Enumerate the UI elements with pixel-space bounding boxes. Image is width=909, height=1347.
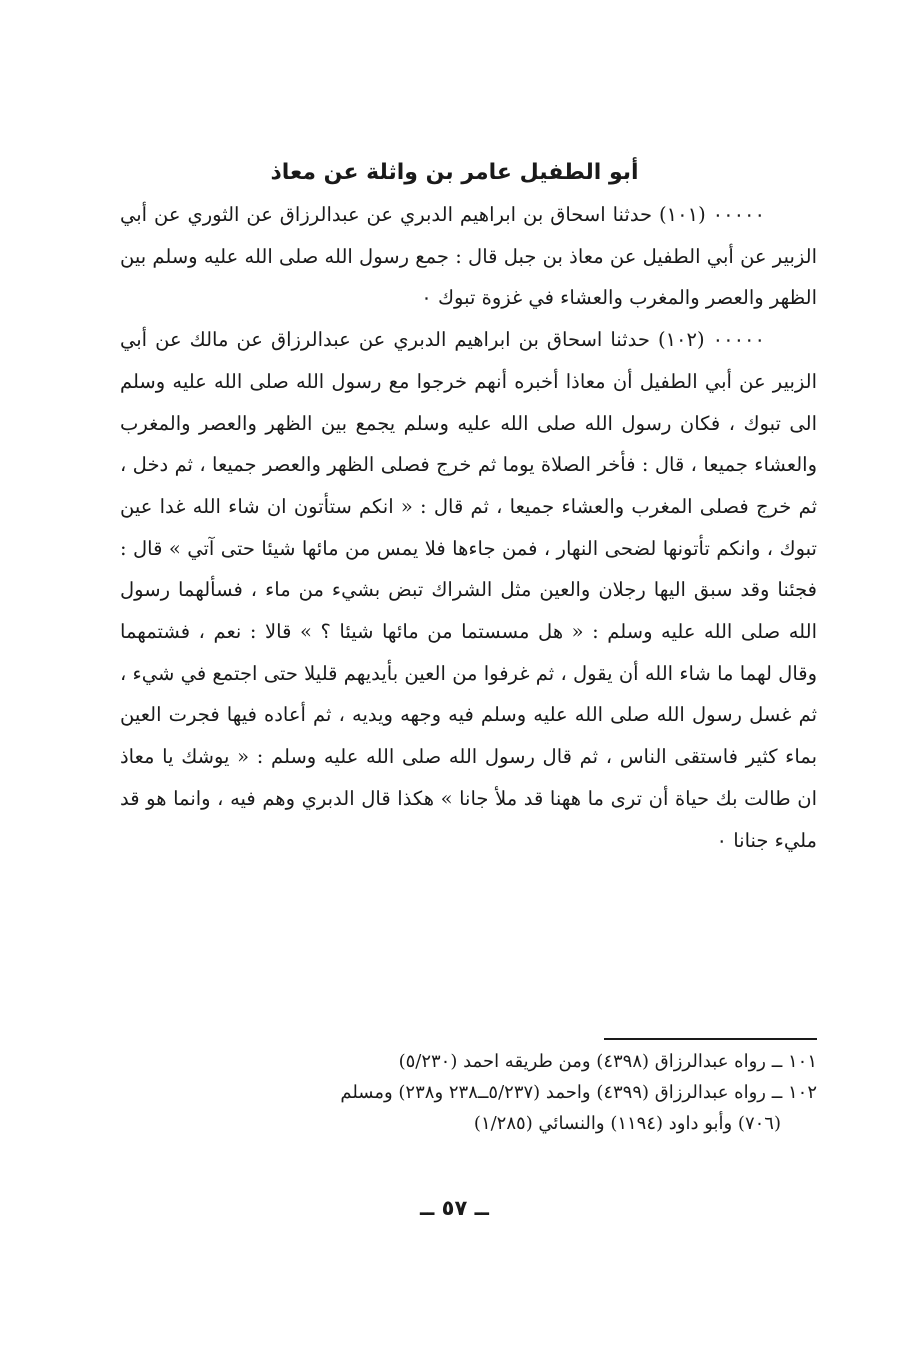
footnote-101: ١٠١ ــ رواه عبدالرزاق (٤٣٩٨) ومن طريقه احمد (٥/٢٣٠) [398,1051,817,1072]
hadith-102-paragraph: ٠٠٠٠٠ (١٠٢) حدثنا اسحاق بن ابراهيم الدبري عن عبدالرزاق عن مالك عن أبي الزبير عن أبي الطفيل أن معاذا أخبره أنهم خرجوا مع رسول الله صلى الله عليه وسلم الى تبوك ، فكان رسول الله صلى الله عليه وسلم يجمع بين الظهر والعصر والمغرب والعشاء جميعا ، قال : فأخر الصلاة يوما ثم خرج فصلى الظهر والعصر جميعا ، ثم دخل ، ثم خرج فصلى المغرب والعشاء جميعا ، ثم قال : « انكم ستأتون ان شاء الله غدا عين تبوك ، وانكم تأتونها لضحى النهار ، فمن جاءها فلا يمس من مائها شيئا حتى آتي » قال : فجئنا وقد سبق اليها رجلان والعين مثل الشراك تبض بشيء من ماء ، فسألهما رسول الله صلى الله عليه وسلم : « هل مسستما من مائها شيئا ؟ » قالا : نعم ، فشتمهما وقال لهما ما شاء الله أن يقول ، ثم غرفوا من العين بأيديهم قليلا حتى اجتمع في شيء ، ثم غسل رسول الله صلى الله عليه وسلم فيه وجهه ويديه ، ثم أعاده فيها فجرت العين بماء كثير فاستقى الناس ، ثم قال رسول الله صلى الله عليه وسلم : « يوشك يا معاذ ان طالت بك حياة أن ترى ما ههنا قد ملأ جانا » هكذا قال الدبري وهم فيه ، وانما هو قد مليء جنانا ٠ [120,328,817,852]
footnote-102-line2: (٧٠٦) وأبو داود (١١٩٤) والنسائي (١/٢٨٥) [473,1113,781,1134]
page-number: ــ ٥٧ ــ [420,1196,489,1220]
hadith-101-paragraph: ٠٠٠٠٠ (١٠١) حدثنا اسحاق بن ابراهيم الدبري عن عبدالرزاق عن الثوري عن أبي الزبير عن أبي الطفيل عن معاذ بن جبل قال : جمع رسول الله صلى الله عليه وسلم بين الظهر والعصر والمغرب والعشاء في غزوة تبوك ٠ [120,203,817,310]
footnotes [110,1046,817,1139]
main-text [120,194,817,861]
footnote-102-line1: ١٠٢ ــ رواه عبدالرزاق (٤٣٩٩) واحمد (٥/٢٣٧ــ٢٣٨ و٢٣٨) ومسلم [340,1082,817,1103]
chapter-title: أبو الطفيل عامر بن واثلة عن معاذ [270,159,639,185]
footnote-divider [604,1038,817,1040]
